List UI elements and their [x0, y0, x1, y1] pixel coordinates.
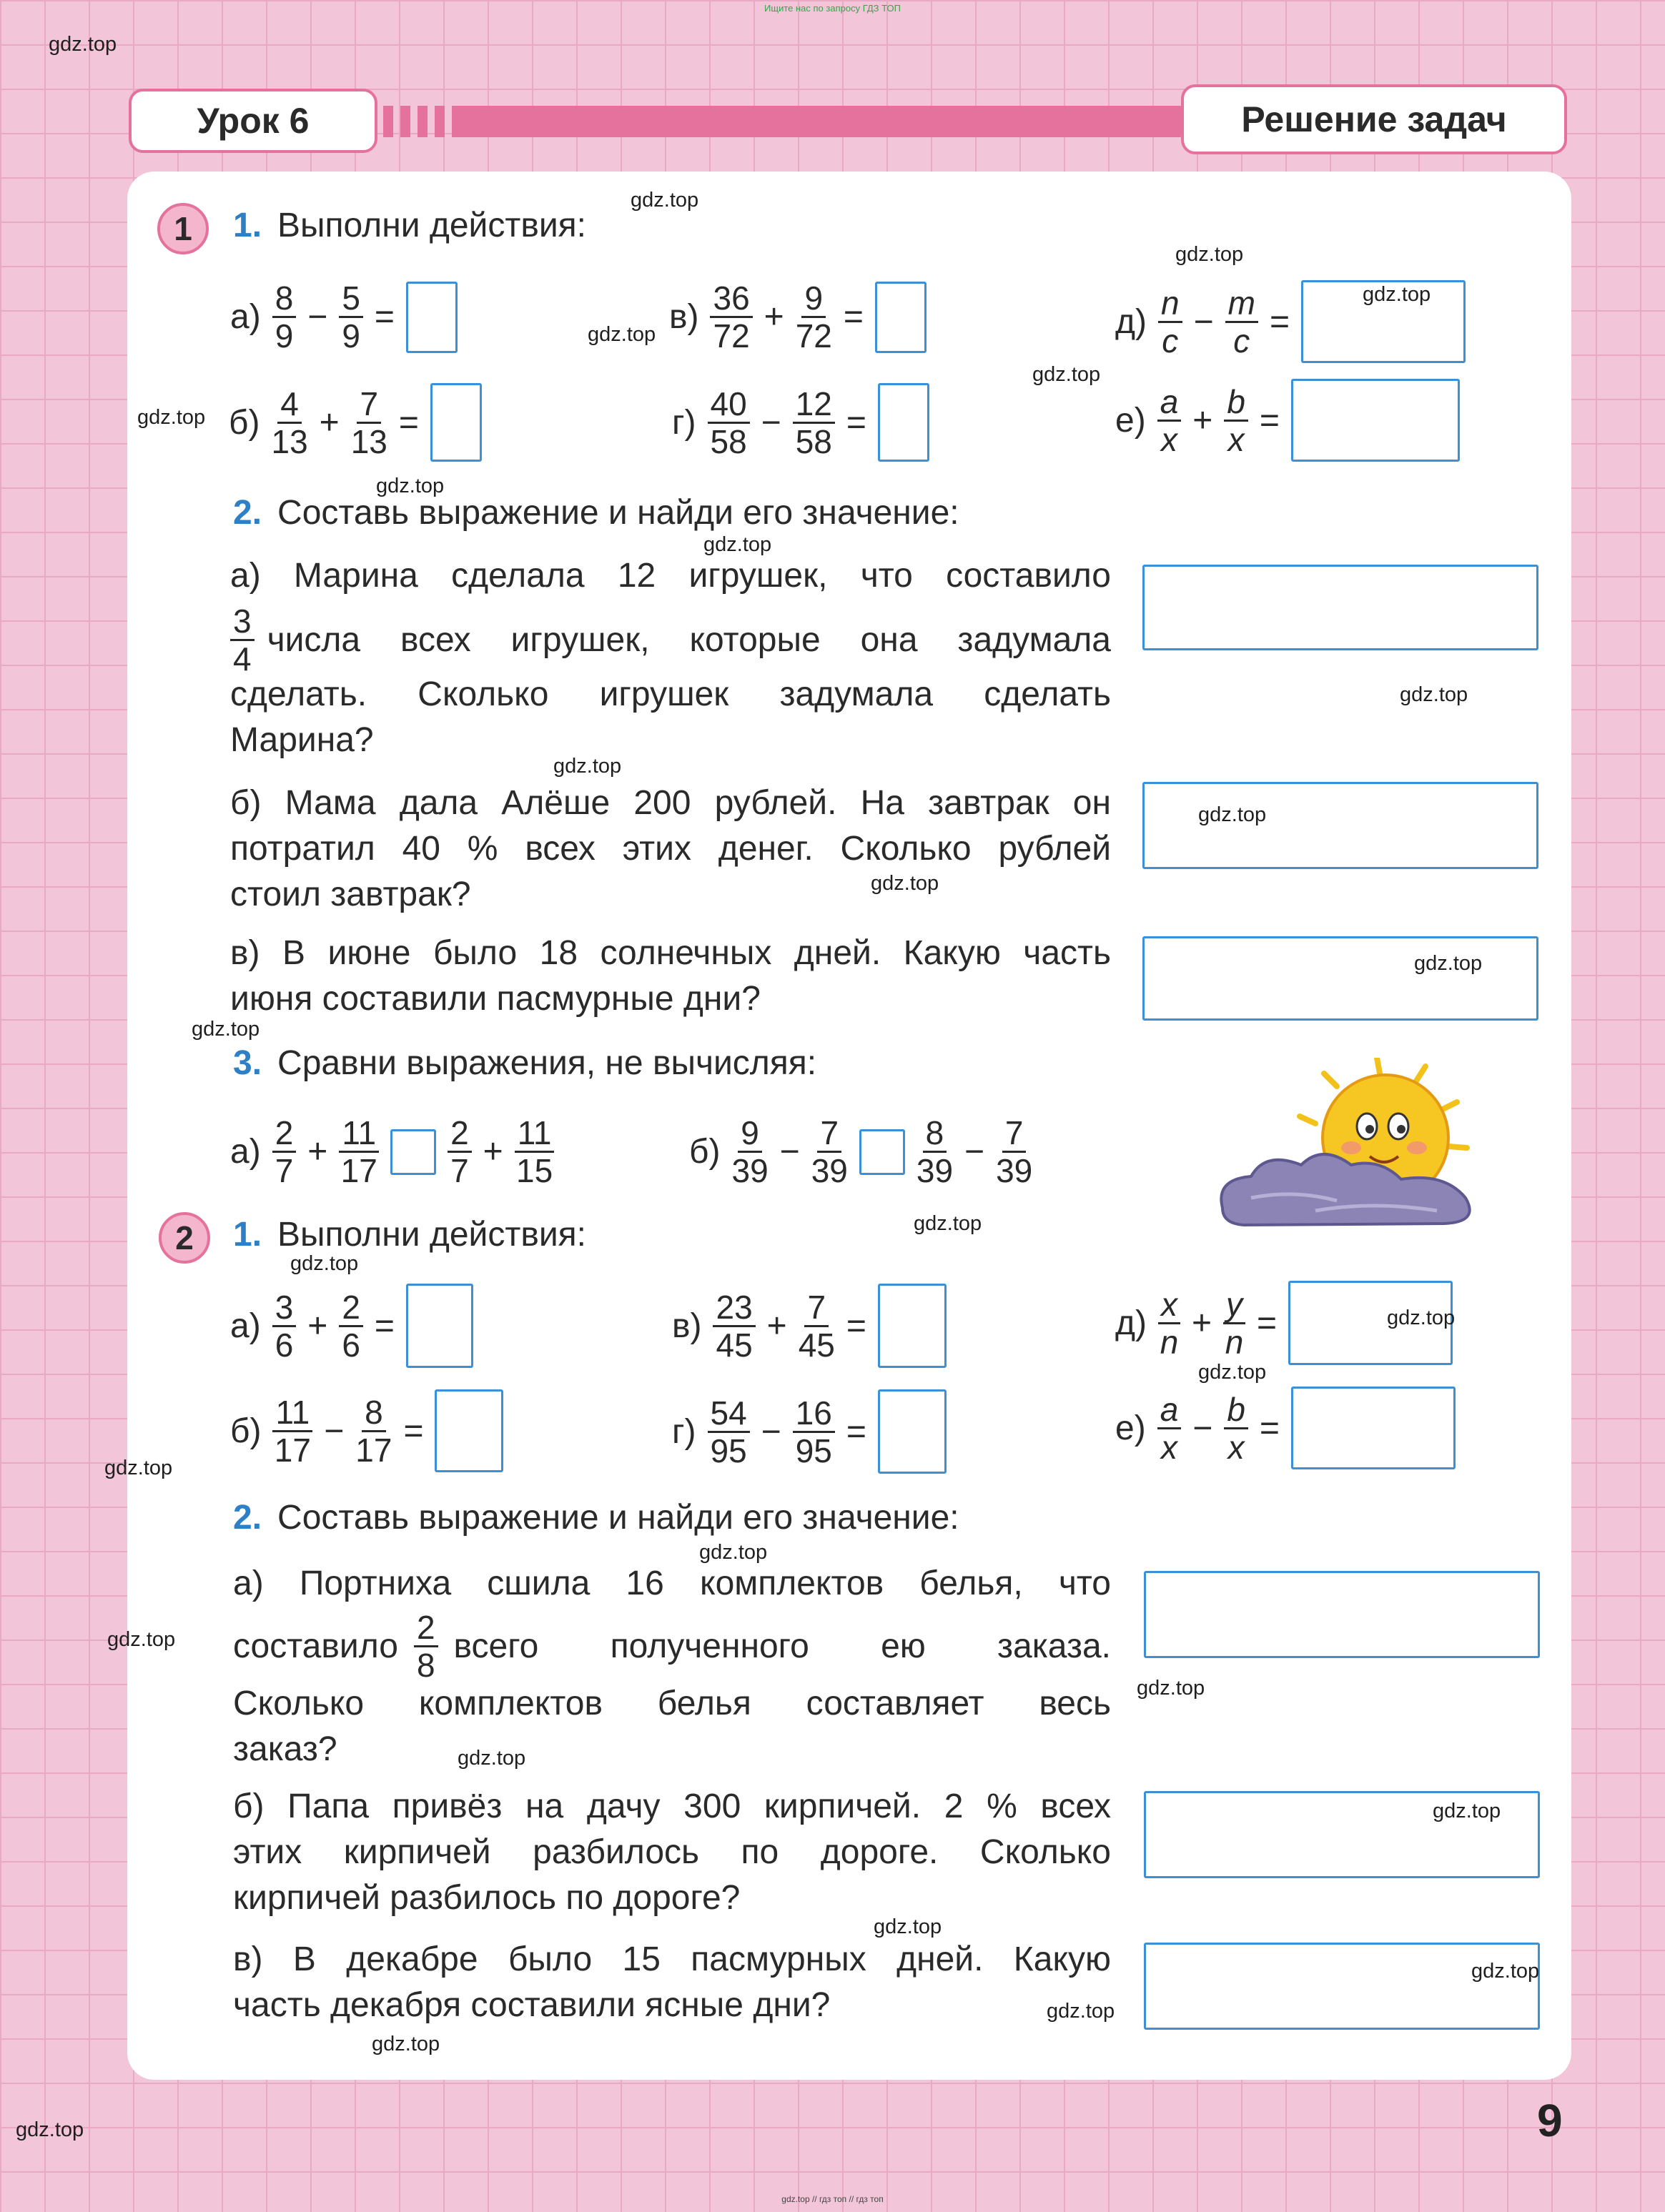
- watermark: gdz.top: [1047, 2000, 1115, 2023]
- fraction: [796, 280, 832, 354]
- operator: −: [964, 1133, 985, 1171]
- stripe-tick: [383, 106, 393, 137]
- numerator: 7: [357, 386, 381, 424]
- denominator: x: [1227, 1428, 1245, 1466]
- denominator: 17: [355, 1431, 392, 1469]
- equals-sign: =: [403, 1412, 424, 1450]
- answer-box[interactable]: [1142, 936, 1538, 1021]
- numerator: 8: [362, 1394, 386, 1432]
- stripe-tick: [435, 106, 445, 137]
- watermark: gdz.top: [192, 1018, 260, 1041]
- exercise-b: [230, 1389, 503, 1472]
- task-number: 1.: [233, 207, 262, 244]
- fraction: [230, 603, 255, 677]
- numerator: 3: [230, 603, 255, 641]
- numerator: 54: [708, 1395, 750, 1433]
- numerator: 3: [272, 1289, 297, 1327]
- operator: −: [1192, 1409, 1213, 1447]
- exercise-label: в): [672, 1306, 702, 1345]
- exercise-label: б): [689, 1133, 721, 1171]
- operator: −: [761, 403, 781, 442]
- watermark: gdz.top: [458, 1747, 526, 1770]
- exercise-g: [672, 383, 929, 462]
- task-title: Составь выражение и найди его значение:: [277, 1499, 959, 1537]
- numerator: 7: [1002, 1115, 1027, 1153]
- answer-box[interactable]: [430, 383, 482, 462]
- problem-text-line: потратил 40 % всех этих денег. Сколько рублей: [230, 830, 1111, 868]
- fraction: [271, 386, 307, 460]
- watermark: gdz.top: [49, 33, 117, 56]
- fraction: [272, 1115, 297, 1189]
- exercise-e: [1115, 379, 1460, 462]
- watermark: gdz.top: [137, 406, 206, 429]
- watermark: gdz.top: [914, 1212, 982, 1235]
- exercise-label: б): [230, 1412, 262, 1450]
- denominator: x: [1227, 420, 1245, 458]
- exercise-label: в): [669, 298, 699, 336]
- header-stripe: [383, 106, 1184, 137]
- denominator: 72: [795, 317, 832, 354]
- equals-sign: =: [846, 1412, 866, 1451]
- watermark: gdz.top: [1414, 952, 1483, 975]
- fraction: [811, 1115, 848, 1189]
- top-note: Ищите нас по запросу ГДЗ ТОП: [764, 3, 901, 14]
- equals-sign: =: [398, 403, 419, 442]
- denominator: 7: [275, 1152, 294, 1189]
- denominator: 95: [795, 1432, 832, 1469]
- problem-text-line: в) В июне было 18 солнечных дней. Какую часть: [230, 934, 1111, 972]
- denominator: 7: [450, 1152, 469, 1189]
- answer-box[interactable]: [1142, 565, 1538, 650]
- denominator: 17: [340, 1152, 377, 1189]
- denominator: 58: [795, 422, 832, 460]
- numerator: 7: [804, 1289, 829, 1327]
- problem-text: всего полученного ею заказа.: [453, 1627, 1111, 1665]
- fraction: [710, 280, 752, 354]
- denominator: c: [1233, 322, 1250, 359]
- section-number-1: 1: [157, 203, 209, 254]
- numerator: 7: [817, 1115, 841, 1153]
- denominator: 13: [350, 422, 387, 460]
- denominator: 9: [275, 317, 294, 354]
- operator: −: [761, 1412, 781, 1451]
- operator: +: [1192, 401, 1213, 440]
- denominator: 58: [710, 422, 747, 460]
- problem-text-line: Марина?: [230, 721, 374, 759]
- denominator: 15: [516, 1152, 553, 1189]
- numerator: n: [1158, 285, 1182, 323]
- answer-box[interactable]: [878, 1389, 947, 1474]
- sun-cloud-illustration: [1208, 1058, 1516, 1229]
- problem-text-line: стоил завтрак?: [230, 876, 471, 913]
- exercise-e: [1115, 1387, 1456, 1469]
- exercise-label: б): [229, 403, 260, 442]
- watermark: gdz.top: [1032, 363, 1101, 386]
- problem-text-line: б) Папа привёз на дачу 300 кирпичей. 2 % всех: [233, 1787, 1111, 1825]
- fraction: [708, 386, 750, 460]
- compare-box[interactable]: [859, 1129, 905, 1175]
- numerator: 2: [414, 1610, 438, 1647]
- answer-box[interactable]: [1144, 1571, 1540, 1658]
- answer-box[interactable]: [1291, 1387, 1456, 1469]
- numerator: m: [1225, 285, 1258, 323]
- exercise-label: а): [230, 298, 261, 336]
- numerator: b: [1224, 1392, 1248, 1429]
- fraction: [339, 1115, 379, 1189]
- answer-box[interactable]: [875, 282, 927, 353]
- fraction: [1157, 1392, 1182, 1465]
- operator: +: [307, 1306, 328, 1345]
- problem-text-line: [233, 1610, 1111, 1683]
- fraction: [1158, 285, 1182, 359]
- exercise-g: [672, 1389, 947, 1474]
- fraction: [1223, 1286, 1245, 1360]
- watermark: gdz.top: [1433, 1800, 1501, 1822]
- fraction: [272, 1394, 312, 1468]
- equals-sign: =: [374, 298, 395, 336]
- problem-text-line: заказ?: [233, 1730, 337, 1768]
- watermark: gdz.top: [290, 1252, 359, 1275]
- stripe-tick: [400, 106, 410, 137]
- numerator: 12: [793, 386, 835, 424]
- problem-text-line: этих кирпичей разбилось по дороге. Сколько: [233, 1833, 1111, 1871]
- operator: +: [764, 298, 784, 336]
- watermark: gdz.top: [588, 323, 656, 346]
- operator: −: [324, 1412, 345, 1450]
- task-number: 2.: [233, 494, 262, 532]
- denominator: 13: [271, 422, 308, 460]
- denominator: x: [1160, 1428, 1177, 1466]
- topic-label: Решение задач: [1181, 84, 1567, 154]
- task-number: 1.: [233, 1216, 262, 1254]
- denominator: 6: [342, 1326, 360, 1364]
- answer-box[interactable]: [435, 1389, 503, 1472]
- task-number: 2.: [233, 1499, 262, 1537]
- watermark: gdz.top: [1387, 1306, 1456, 1329]
- denominator: 95: [710, 1432, 747, 1469]
- numerator: 16: [793, 1395, 835, 1433]
- operator: +: [483, 1133, 503, 1171]
- fraction: [515, 1115, 555, 1189]
- fraction: [1224, 384, 1248, 457]
- watermark: gdz.top: [1137, 1677, 1205, 1700]
- compare-b: [689, 1115, 1032, 1189]
- watermark: gdz.top: [1198, 803, 1267, 826]
- fraction: [1157, 384, 1182, 457]
- answer-box[interactable]: [406, 282, 458, 353]
- answer-box[interactable]: [1291, 379, 1460, 462]
- watermark: gdz.top: [1198, 1361, 1267, 1384]
- watermark: gdz.top: [376, 475, 445, 497]
- problem-text-line: а) Марина сделала 12 игрушек, что составило: [230, 557, 1111, 595]
- fraction: [731, 1115, 768, 1189]
- watermark: gdz.top: [1400, 683, 1468, 706]
- denominator: 39: [996, 1152, 1033, 1189]
- lesson-label: Урок 6: [129, 89, 377, 153]
- watermark: gdz.top: [631, 189, 699, 212]
- fraction: [799, 1289, 835, 1363]
- denominator: 39: [916, 1152, 954, 1189]
- numerator: b: [1224, 384, 1248, 422]
- fraction: [1225, 285, 1258, 359]
- operator: −: [1193, 302, 1214, 341]
- equals-sign: =: [1257, 1304, 1278, 1342]
- numerator: 4: [277, 386, 302, 424]
- numerator: 40: [708, 386, 750, 424]
- exercise-b: [229, 383, 482, 462]
- numerator: 23: [713, 1289, 755, 1327]
- problem-text-line: часть декабря составили ясные дни?: [233, 1986, 831, 2024]
- denominator: 9: [342, 317, 360, 354]
- operator: +: [307, 1133, 328, 1171]
- problem-text-line: а) Портниха сшила 16 комплектов белья, что: [233, 1564, 1111, 1602]
- watermark: gdz.top: [16, 2118, 84, 2141]
- denominator: 39: [731, 1152, 769, 1189]
- fraction: [1158, 1286, 1180, 1360]
- numerator: 9: [801, 280, 826, 318]
- exercise-label: е): [1115, 1409, 1146, 1447]
- compare-box[interactable]: [390, 1129, 436, 1175]
- exercise-label: е): [1115, 401, 1146, 440]
- numerator: x: [1158, 1286, 1180, 1324]
- numerator: 2: [448, 1115, 472, 1153]
- denominator: 39: [811, 1152, 848, 1189]
- stripe-bar: [452, 106, 1184, 137]
- fraction: [708, 1395, 750, 1469]
- numerator: a: [1157, 1392, 1182, 1429]
- denominator: 45: [798, 1326, 835, 1364]
- denominator: n: [1160, 1323, 1179, 1361]
- numerator: y: [1223, 1286, 1245, 1324]
- denominator: 4: [233, 640, 252, 678]
- problem-text-line: кирпичей разбилось по дороге?: [233, 1879, 741, 1917]
- numerator: 11: [339, 1115, 379, 1153]
- fraction: [272, 280, 297, 354]
- fraction: [917, 1115, 953, 1189]
- fraction: [355, 1394, 392, 1468]
- answer-box[interactable]: [406, 1284, 473, 1368]
- exercise-label: г): [672, 403, 696, 442]
- task-heading: [233, 1215, 586, 1254]
- task-heading: [233, 1043, 816, 1083]
- numerator: 11: [515, 1115, 555, 1153]
- equals-sign: =: [1259, 1409, 1280, 1447]
- problem-text-line: Сколько комплектов белья составляет весь: [233, 1685, 1111, 1722]
- exercise-label: д): [1115, 1304, 1147, 1342]
- answer-box[interactable]: [1144, 1943, 1540, 2030]
- operator: +: [766, 1306, 787, 1345]
- operator: −: [307, 298, 328, 336]
- exercise-v: [672, 1284, 947, 1368]
- denominator: 17: [274, 1431, 311, 1469]
- task-heading: [233, 1498, 959, 1537]
- task-title: Выполни действия:: [277, 207, 586, 244]
- problem-text-line: в) В декабре было 15 пасмурных дней. Какую: [233, 1940, 1111, 1978]
- numerator: 8: [272, 280, 297, 318]
- watermark: gdz.top: [1471, 1960, 1540, 1983]
- problem-text-line: б) Мама дала Алёше 200 рублей. На завтрак он: [230, 784, 1111, 822]
- exercise-a: [230, 280, 458, 354]
- numerator: 2: [339, 1289, 363, 1327]
- fraction: [793, 386, 835, 460]
- denominator: 45: [716, 1326, 753, 1364]
- watermark: gdz.top: [553, 755, 622, 778]
- exercise-label: г): [672, 1412, 696, 1451]
- numerator: 2: [272, 1115, 297, 1153]
- equals-sign: =: [1259, 401, 1280, 440]
- task-title: Выполни действия:: [277, 1216, 586, 1254]
- watermark: gdz.top: [703, 533, 772, 556]
- exercise-v: [669, 280, 927, 354]
- equals-sign: =: [1269, 302, 1290, 341]
- watermark: gdz.top: [104, 1457, 173, 1479]
- fraction: [339, 1289, 363, 1363]
- denominator: 8: [416, 1647, 435, 1684]
- fraction: [996, 1115, 1032, 1189]
- problem-text: составило: [233, 1627, 398, 1665]
- exercise-a: [230, 1284, 473, 1368]
- compare-a: [230, 1115, 554, 1189]
- operator: −: [779, 1133, 800, 1171]
- exercise-label: а): [230, 1133, 261, 1171]
- numerator: 36: [710, 280, 752, 318]
- exercise-label: д): [1115, 302, 1147, 341]
- fraction: [414, 1610, 438, 1683]
- fraction: [339, 280, 363, 354]
- fraction: [272, 1289, 297, 1363]
- fraction: [713, 1289, 755, 1363]
- problem-text-line: июня составили пасмурные дни?: [230, 980, 761, 1018]
- equals-sign: =: [846, 403, 866, 442]
- numerator: 11: [272, 1394, 312, 1432]
- denominator: 6: [275, 1326, 294, 1364]
- fraction: [351, 386, 387, 460]
- fraction: [793, 1395, 835, 1469]
- denominator: x: [1160, 420, 1177, 458]
- numerator: 5: [339, 280, 363, 318]
- problem-text: числа всех игрушек, которые она задумала: [267, 620, 1111, 659]
- watermark: gdz.top: [107, 1628, 176, 1651]
- page-number: 9: [1537, 2095, 1563, 2146]
- operator: +: [1192, 1304, 1212, 1342]
- equals-sign: =: [374, 1306, 395, 1345]
- equals-sign: =: [843, 298, 864, 336]
- task-title: Сравни выражения, не вычисляя:: [277, 1044, 817, 1082]
- exercise-label: а): [230, 1306, 261, 1345]
- task-heading: [233, 493, 959, 532]
- equals-sign: =: [846, 1306, 866, 1345]
- section-number-2: 2: [159, 1212, 210, 1264]
- watermark: gdz.top: [874, 1915, 942, 1938]
- stripe-tick: [418, 106, 428, 137]
- numerator: a: [1157, 384, 1182, 422]
- denominator: c: [1162, 322, 1179, 359]
- operator: +: [319, 403, 340, 442]
- answer-box[interactable]: [878, 1284, 947, 1368]
- watermark: gdz.top: [1363, 283, 1431, 306]
- problem-text-line: [230, 603, 1111, 677]
- watermark: gdz.top: [372, 2033, 440, 2055]
- numerator: 9: [738, 1115, 762, 1153]
- denominator: n: [1225, 1323, 1244, 1361]
- bottom-note: gdz.top // гдз топ // гдз топ: [781, 2194, 884, 2204]
- fraction: [448, 1115, 472, 1189]
- task-number: 3.: [233, 1044, 262, 1082]
- denominator: 72: [713, 317, 750, 354]
- task-title: Составь выражение и найди его значение:: [277, 494, 959, 532]
- fraction: [1224, 1392, 1248, 1465]
- answer-box[interactable]: [878, 383, 929, 462]
- numerator: 8: [923, 1115, 947, 1153]
- watermark: gdz.top: [871, 872, 939, 895]
- watermark: gdz.top: [699, 1541, 768, 1564]
- problem-text-line: сделать. Сколько игрушек задумала сделать: [230, 675, 1111, 713]
- task-heading: [233, 206, 586, 245]
- watermark: gdz.top: [1175, 243, 1244, 266]
